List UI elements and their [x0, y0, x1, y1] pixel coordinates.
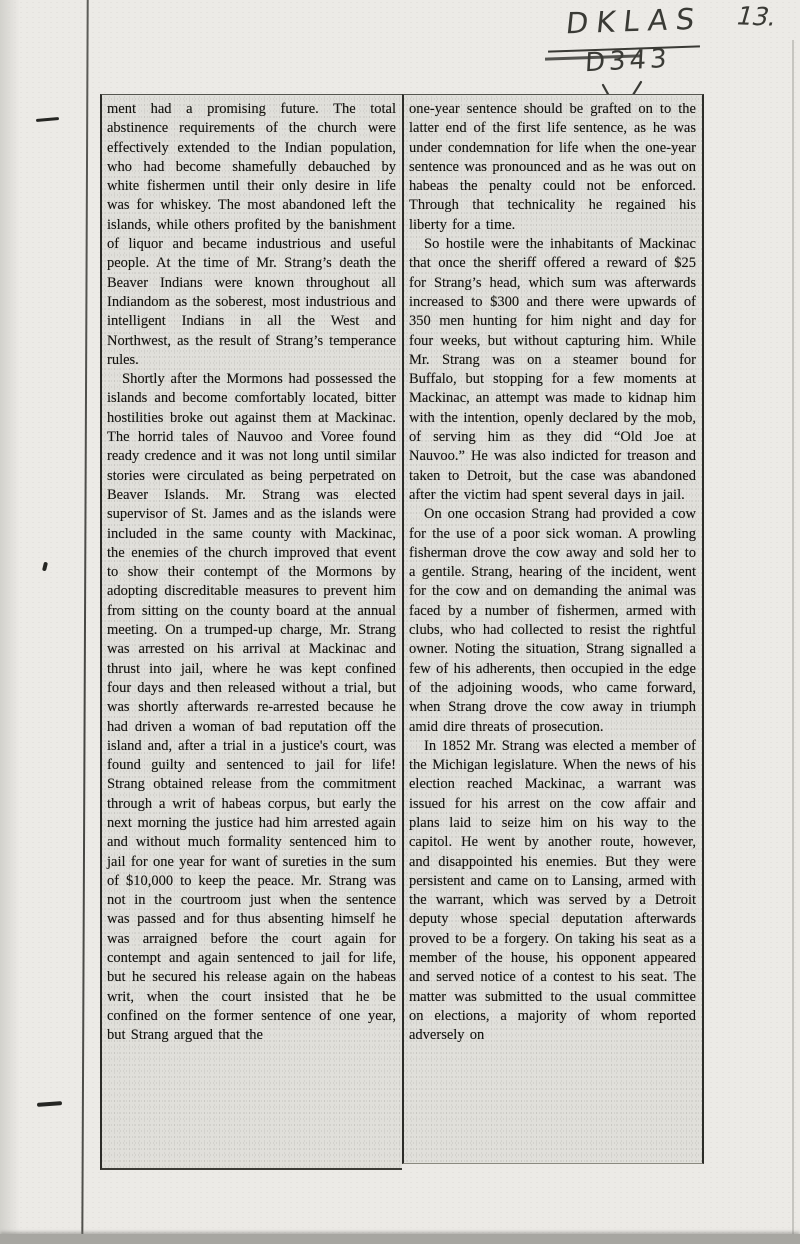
margin-tick-mark [42, 562, 48, 572]
margin-dash-mark [37, 1101, 62, 1107]
article-paragraph: In 1852 Mr. Strang was elected a member of the Michigan legislature. When the news of his election reached Mackinac, a warrant was issued for his arrest on the cow affair and plans laid to seize him on his way to the capitol. He went by another route, however, and disappointed his enemies. But they were persistent and came on to Lansing, armed with the warrant, which was served by a Detroit deputy whose special deputation afterwards proved to be a forgery. On taking his seat as a member of the house, his opponent appeared and served notice of a contest to his seat. The matter was submitted to the usual committee on elections, a majority of whom reported adversely on [409, 737, 696, 1044]
article-paragraph: Shortly after the Mormons had possessed the islands and become comfortably located, bitter hostilities broke out against them at Mackinac. The horrid tales of Nauvoo and Voree found ready credence and it was not long until similar stories were circulated as being perpetrated on Beaver Islands. Mr. Strang was elected supervisor of St. James and as the islands were included in the same county with Mackinac, the enemies of the church improved that event to show their contempt of the Mormons by adopting discreditable measures to prevent him from sitting on the county board at the annual meeting. On a trumped-up charge, Mr. Strang was arrested on his arrival at Mackinac and thrust into jail, where he was kept confined four days and then released without a trial, but was shortly afterwards re-arrested because he had driven a woman of bad reputation off the island and, after a trial in a justice's court, was found guilty and sentenced to jail for life! Strang obtained release from the commitment through a writ of habeas corpus, but early the next morning the justice had him arrested again and without much formality sentenced him to jail for one year for want of sureties in the sum of $10,000 to keep the peace. Mr. Strang was not in the courtroom just when the sentence was passed and for thus absenting himself he was arraigned before the court again for contempt and again sentenced to jail for life, but he secured his release again on the habeas writ, when the court insisted that he be confined on the former sentence of one year, but Strang argued that the [107, 371, 396, 1044]
article-paragraph: one-year sentence should be grafted on to the latter end of the first life sentence, as he was under condemnation for life when the one-year sentence was pronounced and as he was out on habeas the penalty could not be enforced. Through that technicality he regained his liberty for a time. [409, 101, 696, 233]
handwritten-catalog-code: DKLAS [564, 1, 705, 41]
article-paragraph: On one occasion Strang had provided a cow for the use of a poor sick woman. A prowling fisherman drove the cow away and sold her to a gentile. Strang, hearing of the incident, went for the cow and on demanding the animal was faced by a number of fishermen, armed with clubs, who had collected to resist the rightful owner. Noting the situation, Strang signalled a few of his adherents, then occupied in the edge of the adjoining woods, who came forward, when Strang drove the cow away in triumph amid dire threats of prosecution. [409, 506, 696, 735]
handwritten-page-number: 13. [733, 1, 781, 32]
page-spine-line [81, 0, 88, 1244]
article-paragraph: So hostile were the inhabitants of Mackinac that once the sheriff offered a reward of $25 for Strang’s head, which sum was afterwards increased to $300 and there were upwards of 350 men hunting for him night and day for four weeks, but without capturing him. While Mr. Strang was on a steamer bound for Buffalo, but stopping for a few moments at Mackinac, an attempt was made to kidnap him with the intention, openly declared by the mob, of serving him as they did “Old Joe at Nauvoo.” He was also indicted for treason and taken to Detroit, but the case was abandoned after the victim had spent several days in jail. [409, 236, 696, 503]
scan-bottom-edge-shadow [0, 1234, 800, 1244]
clipping-column-left [100, 94, 402, 1170]
scan-right-edge-line [792, 40, 794, 1244]
margin-dash-mark [36, 117, 59, 122]
clipping-column-right [402, 94, 704, 1164]
handwritten-catalog-number: D343 [584, 43, 672, 79]
article-paragraph: ment had a promising future. The total abstinence requirements of the church were effectively extended to the Indian population, who had become shamefully debauched by white fishermen until their only desire in life was for whiskey. The most abandoned left the islands, while others profited by the banishment of liquor and became industrious and useful people. At the time of Mr. Strang’s death the Beaver Indians were known throughout all Indiandom as the soberest, most industrious and intelligent Indians in all the West and Northwest, as the result of Strang’s temperance rules. [107, 101, 396, 368]
newspaper-clipping [100, 94, 704, 1170]
scan-left-edge-shadow [0, 0, 20, 1244]
